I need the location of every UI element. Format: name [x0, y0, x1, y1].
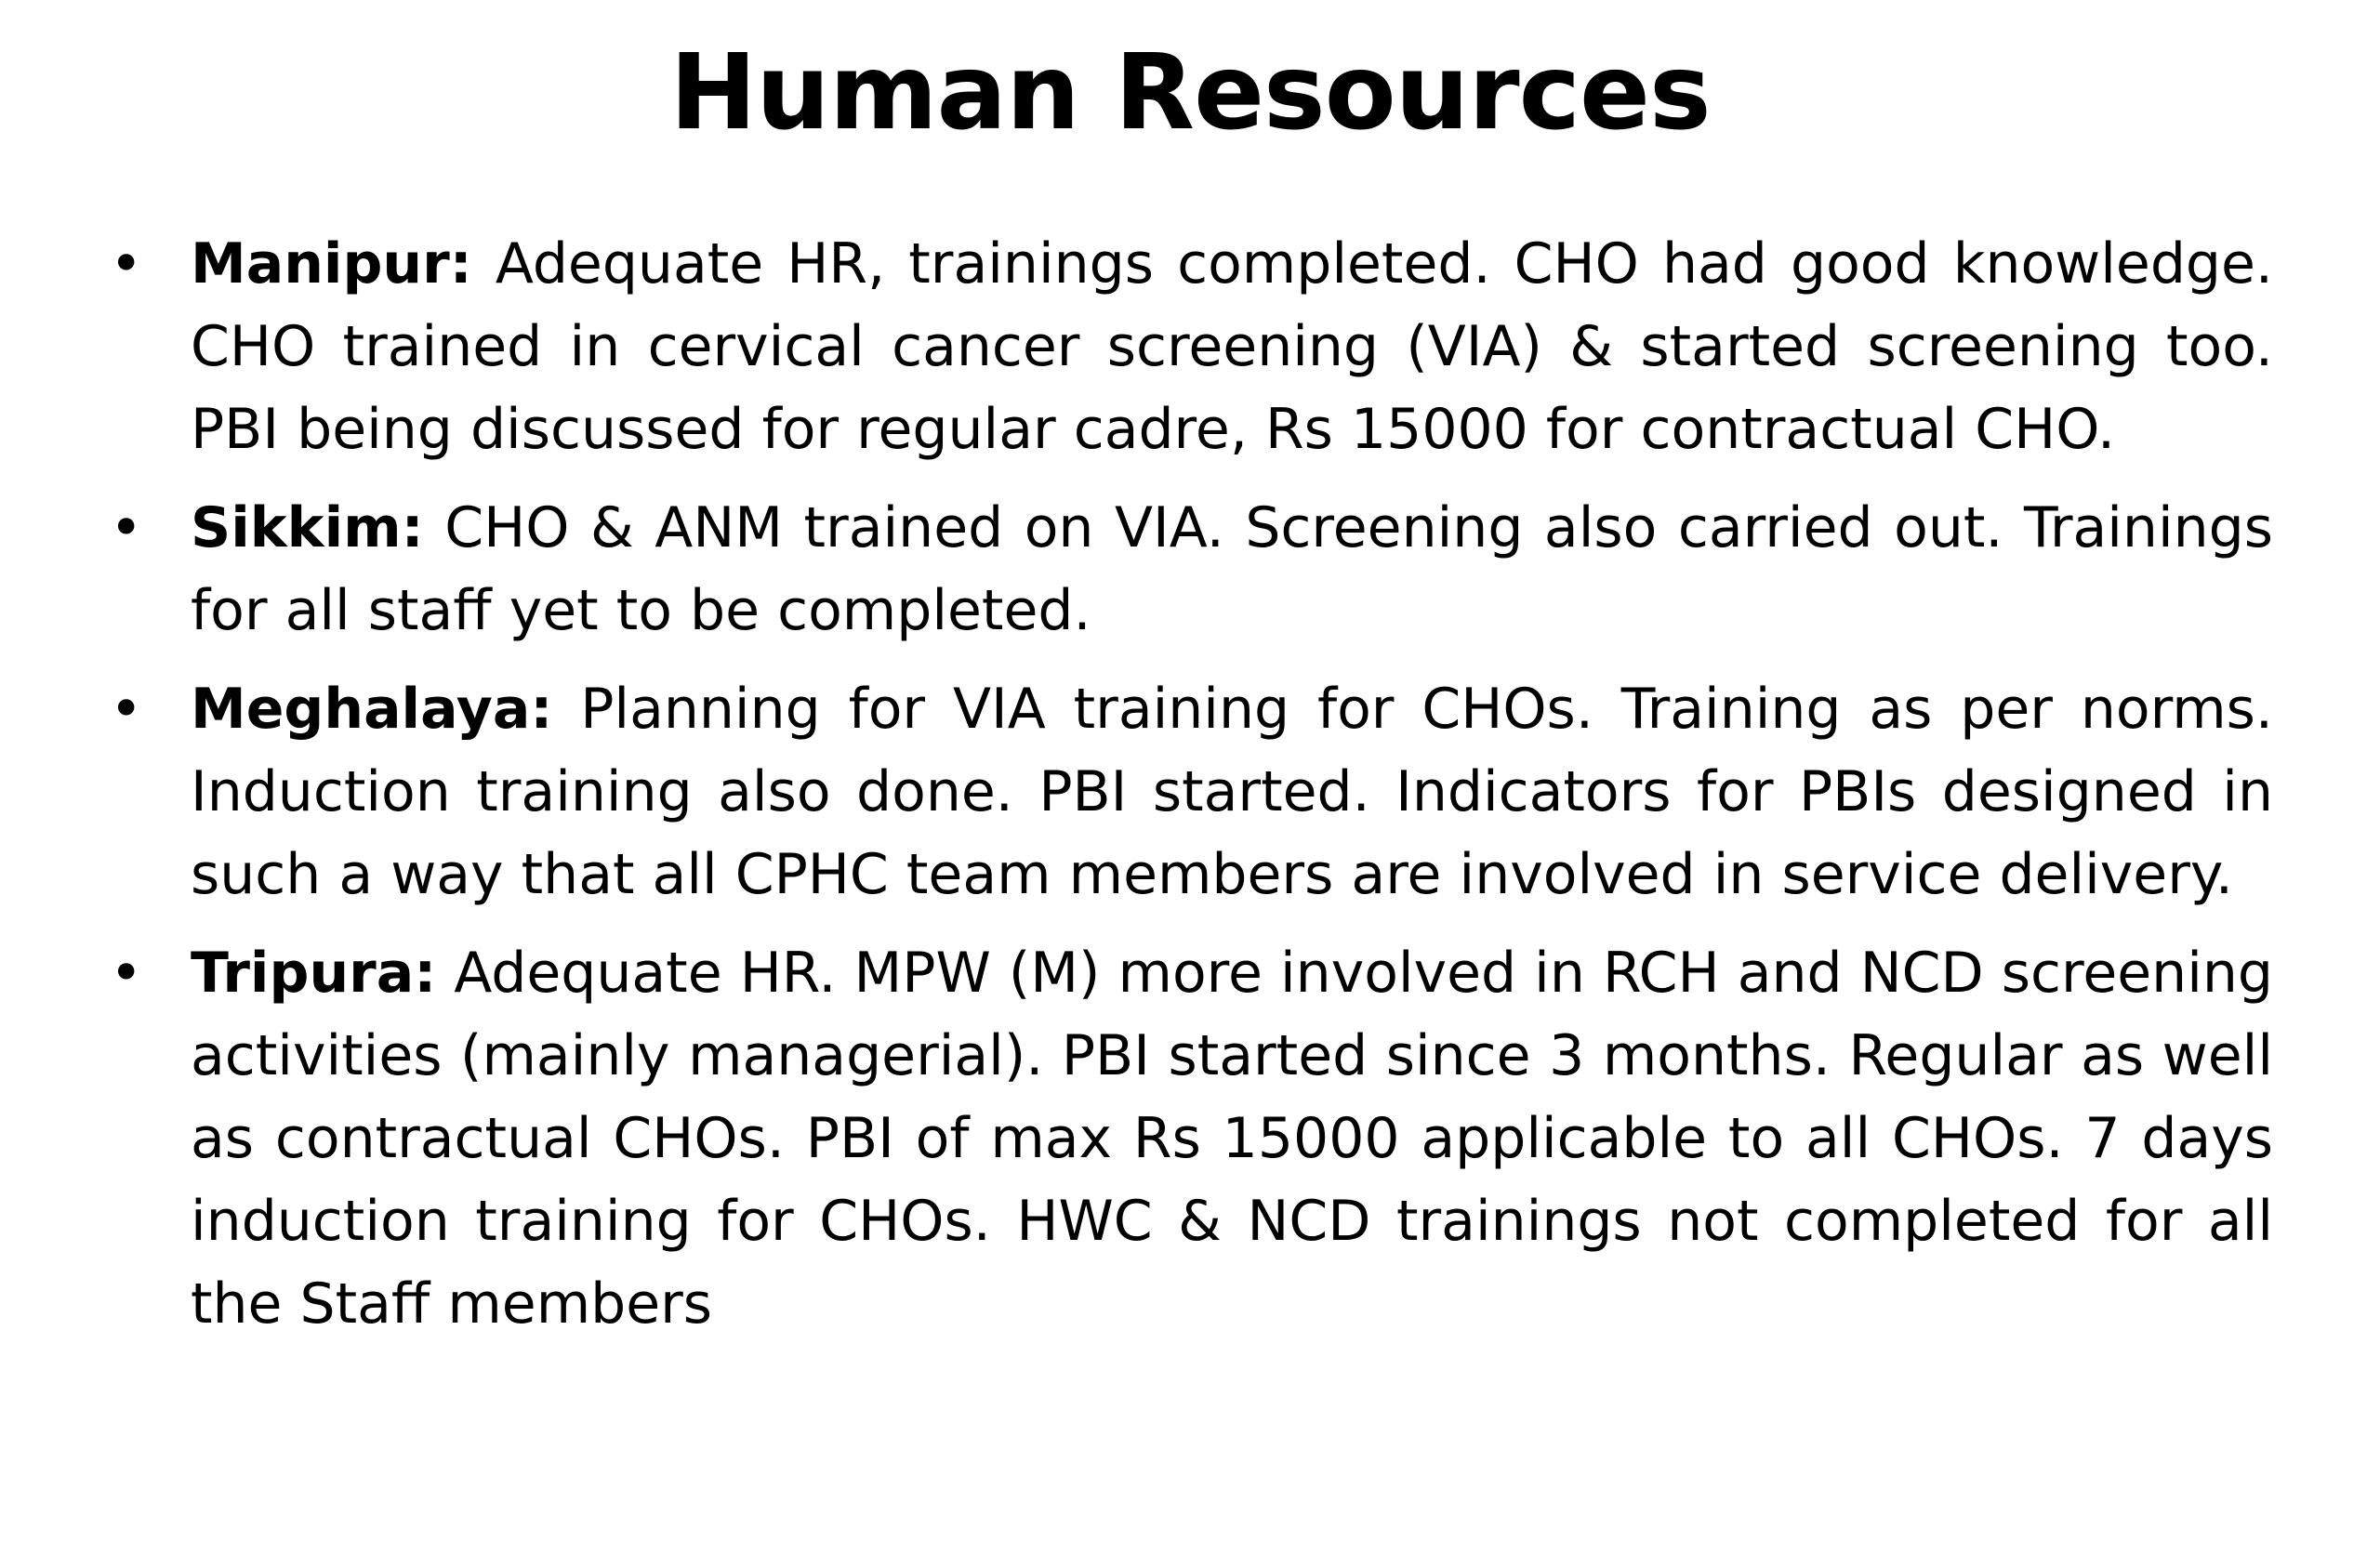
- bullet-icon: •: [110, 677, 143, 742]
- bullet-item-tripura: [110, 932, 2273, 1346]
- bullet-text: CHO & ANM trained on VIA. Screening also carried out. Trainings for all staff yet to be completed.: [191, 495, 2273, 643]
- bullet-list: [0, 223, 2380, 1362]
- bullet-text: Planning for VIA training for CHOs. Training as per norms. Induction training also done. PBI started. Indicators for PBIs designed in such a way that all CPHC team members are involved in service delivery.: [191, 677, 2273, 907]
- state-name: Tripura:: [191, 941, 437, 1006]
- state-name: Manipur:: [191, 231, 472, 296]
- bullet-icon: •: [110, 231, 143, 296]
- state-name: Sikkim:: [191, 495, 424, 560]
- state-name: Meghalaya:: [191, 677, 553, 742]
- slide-title: Human Resources: [669, 33, 1711, 153]
- bullet-icon: •: [110, 495, 143, 560]
- bullet-item-manipur: [110, 223, 2273, 471]
- bullet-text: Adequate HR. MPW (M) more involved in RCH and NCD screening activities (mainly managerial). PBI started since 3 months. Regular as well as contractual CHOs. PBI of max Rs 15000 applicable to all CHOs. 7 days induction training for CHOs. HWC & NCD trainings not completed for all the Staff members: [191, 941, 2273, 1337]
- bullet-item-sikkim: [110, 487, 2273, 652]
- bullet-text: Adequate HR, trainings completed. CHO had good knowledge. CHO trained in cervical cancer screening (VIA) & started screening too. PBI being discussed for regular cadre, Rs 15000 for contractual CHO.: [191, 231, 2273, 462]
- bullet-item-meghalaya: [110, 668, 2273, 916]
- bullet-icon: •: [110, 941, 143, 1006]
